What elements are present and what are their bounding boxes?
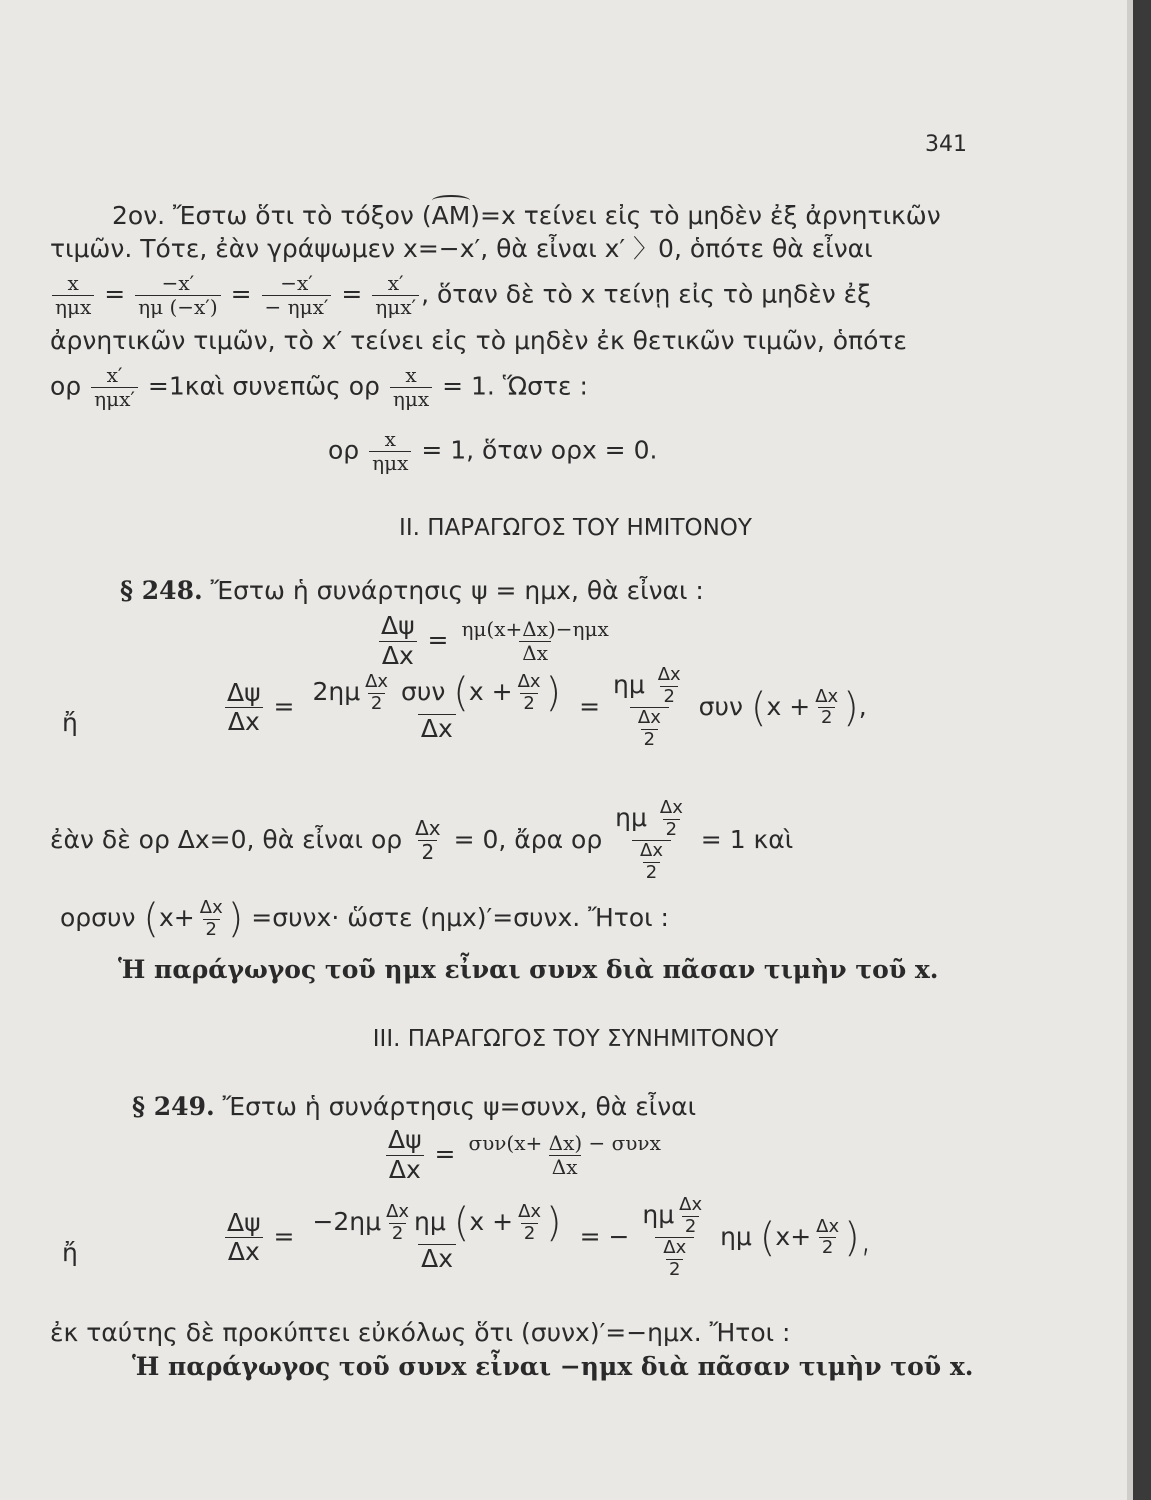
- p1-line3: $\frac{x}{\text{ημx}}$ = $\frac{-x'}{\eta\mu (-x')}$ = $\frac{-x'}{\text{− ημx′}}$ = $\frac{x'}{\text{ημx′}}$ , ὅταν δὲ τὸ x τείνῃ εἰς τὸ μηδὲν ἐξ: [50, 272, 871, 319]
- arc-AM: AM: [432, 201, 471, 231]
- p1-line2: τιμῶν. Τότε, ἐὰν γράψωμεν x=−x′, θὰ εἶναι x′ 〉0, ὁπότε θὰ εἶναι: [50, 234, 873, 263]
- fraction: $\frac{\text{συν(x+ Δx) − συνx}}{\Delta x}$: [468, 1130, 661, 1179]
- page-number: 341: [925, 132, 967, 157]
- fraction: $\frac{\Delta\psi}{\Delta x}$: [224, 679, 264, 738]
- p1-line5: ορ $\frac{x'}{\text{ημx′}}$ =1καὶ συνεπῶς ορ $\frac{x}{\text{ημx}}$ = 1. Ὥστε :: [50, 363, 588, 411]
- fraction: $\frac{-x'}{\text{− ημx′}}$: [262, 272, 332, 319]
- fraction: 2ημ $\frac{\Delta x}{2}$ συν (x + $\frac{\Delta x}{2}$ ) Δx: [312, 670, 562, 744]
- fraction: $\frac{x'}{\text{ημx′}}$: [372, 272, 419, 319]
- result-limit: ορ $\frac{x}{\text{ημx}}$ = 1, ὅταν ορx = 0.: [328, 427, 658, 475]
- fraction: $\frac{-x'}{\eta\mu (-x')}$: [135, 272, 221, 319]
- fraction: $\frac{\Delta x}{2}$: [657, 664, 681, 707]
- fraction: $\frac{\Delta x}{2}$: [640, 840, 663, 884]
- fraction: $\frac{\Delta x}{2}$: [199, 897, 223, 940]
- fraction: ημ $\frac{\Delta x}{2}$ $\frac{\Delta x}{2}$: [610, 665, 689, 751]
- paragraph-number: § 248.: [120, 576, 203, 605]
- fraction: $\frac{\Delta x}{2}$: [415, 816, 441, 865]
- fraction: ημ $\frac{\Delta x}{2}$ $\frac{\Delta x}{2}$: [612, 798, 691, 884]
- sec2-eq1: $\frac{\Delta\psi}{\Delta x}$ = $\frac{\text{ημ(x+Δx)−ημx}}{\Delta x}$: [376, 612, 614, 671]
- fraction: ημ $\frac{\Delta x}{2}$ $\frac{\Delta x}{2}$: [639, 1195, 710, 1281]
- sec3-or: ἤ: [62, 1238, 78, 1267]
- fraction: $\frac{\Delta x}{2}$: [386, 1200, 410, 1244]
- sec3-conclusion: Ἡ παράγωγος τοῦ συνx εἶναι −ημx διὰ πᾶσαν τιμὴν τοῦ x.: [132, 1352, 974, 1381]
- fraction: $\frac{x}{\text{ημx}}$: [390, 364, 432, 411]
- fraction: $\frac{\Delta x}{2}$: [659, 797, 683, 840]
- fraction: $\frac{x'}{\text{ημx′}}$: [91, 364, 138, 411]
- sec2-or: ἤ: [62, 708, 78, 737]
- fraction: $\frac{\Delta x}{2}$: [517, 670, 541, 714]
- fraction: $\frac{x}{\text{ημx}}$: [52, 272, 94, 319]
- fraction: $\frac{\text{ημ(x+Δx)−ημx}}{\Delta x}$: [461, 616, 609, 665]
- fraction: $\frac{\Delta x}{2}$: [679, 1194, 703, 1237]
- fraction: $\frac{\Delta x}{2}$: [365, 670, 389, 714]
- page-edge: [1133, 0, 1151, 1500]
- sec2-intro: § 248. Ἔστω ἡ συνάρτησις ψ = ημx, θὰ εἶναι :: [120, 576, 704, 605]
- sec3-eq1: $\frac{\Delta\psi}{\Delta x}$ = $\frac{\text{συν(x+ Δx) − συνx}}{\Delta x}$: [383, 1126, 666, 1185]
- fraction: $\frac{\Delta x}{2}$: [815, 685, 839, 729]
- sec3-intro: § 249. Ἔστω ἡ συνάρτησις ψ=συνx, θὰ εἶναι: [132, 1092, 697, 1121]
- fraction: −2ημ $\frac{\Delta x}{2}$ ημ (x + $\frac{\Delta x}{2}$ ) Δx: [312, 1200, 562, 1274]
- p1-line1: 2ον. Ἔστω ὅτι τὸ τόξον ( AM)=x τείνει εἰς τὸ μηδὲν ἐξ ἀρνητικῶν: [112, 201, 941, 231]
- fraction: $\frac{\Delta x}{2}$: [637, 707, 661, 751]
- fraction: $\frac{x}{\text{ημx}}$: [369, 428, 411, 475]
- fraction: $\frac{\Delta x}{2}$: [518, 1200, 542, 1244]
- sec2-line3: ἐὰν δὲ ορ Δx=0, θὰ εἶναι ορ $\frac{\Delta x}{2}$ = 0, ἄρα ορ ημ $\frac{\Delta x}{2}$ $\frac{\Delta x}{2}$ = 1 καὶ: [50, 797, 794, 884]
- fraction: $\frac{\Delta\psi}{\Delta x}$: [378, 612, 418, 671]
- sec2-line4: ορσυν (x+ $\frac{\Delta x}{2}$ ) =συνx· ὥστε (ημx)′=συνx. Ἤτοι :: [60, 896, 669, 943]
- paragraph-number: § 249.: [132, 1092, 215, 1121]
- p1-line4: ἀρνητικῶν τιμῶν, τὸ x′ τείνει εἰς τὸ μηδὲν ἐκ θετικῶν τιμῶν, ὁπότε: [50, 326, 907, 355]
- section-heading-sine: II. ΠΑΡΑΓΩΓΟΣ ΤΟΥ ΗΜΙΤΟΝΟΥ: [399, 515, 752, 541]
- sec3-line3: ἐκ ταύτης δὲ προκύπτει εὐκόλως ὅτι (συνx)′=−ημx. Ἤτοι :: [50, 1318, 791, 1347]
- fraction: $\frac{\Delta\psi}{\Delta x}$: [385, 1126, 425, 1185]
- sec3-eq2: $\frac{\Delta\psi}{\Delta x}$ = −2ημ $\frac{\Delta x}{2}$ ημ (x + $\frac{\Delta x}{2}$ ) Δx = − ημ $\frac{\Delta x}{2}$ $\frac{\Delta x}{2}$ ημ (x+ $\frac{\Delta x}{2}$ ),: [222, 1195, 872, 1281]
- sec2-eq2: $\frac{\Delta\psi}{\Delta x}$ = 2ημ $\frac{\Delta x}{2}$ συν (x + $\frac{\Delta x}{2}$ ) Δx = ημ $\frac{\Delta x}{2}$ $\frac{\Delta x}{2}$ συν (x + $\frac{\Delta x}{2}$ ),: [222, 665, 867, 751]
- section-heading-cosine: III. ΠΑΡΑΓΩΓΟΣ ΤΟΥ ΣΥΝΗΜΙΤΟΝΟΥ: [372, 1026, 779, 1052]
- sec2-conclusion: Ἡ παράγωγος τοῦ ημx εἶναι συνx διὰ πᾶσαν τιμὴν τοῦ x.: [118, 955, 939, 984]
- fraction: $\frac{\Delta x}{2}$: [816, 1215, 840, 1259]
- fraction: $\frac{\Delta\psi}{\Delta x}$: [224, 1209, 264, 1268]
- fraction: $\frac{\Delta x}{2}$: [663, 1237, 687, 1281]
